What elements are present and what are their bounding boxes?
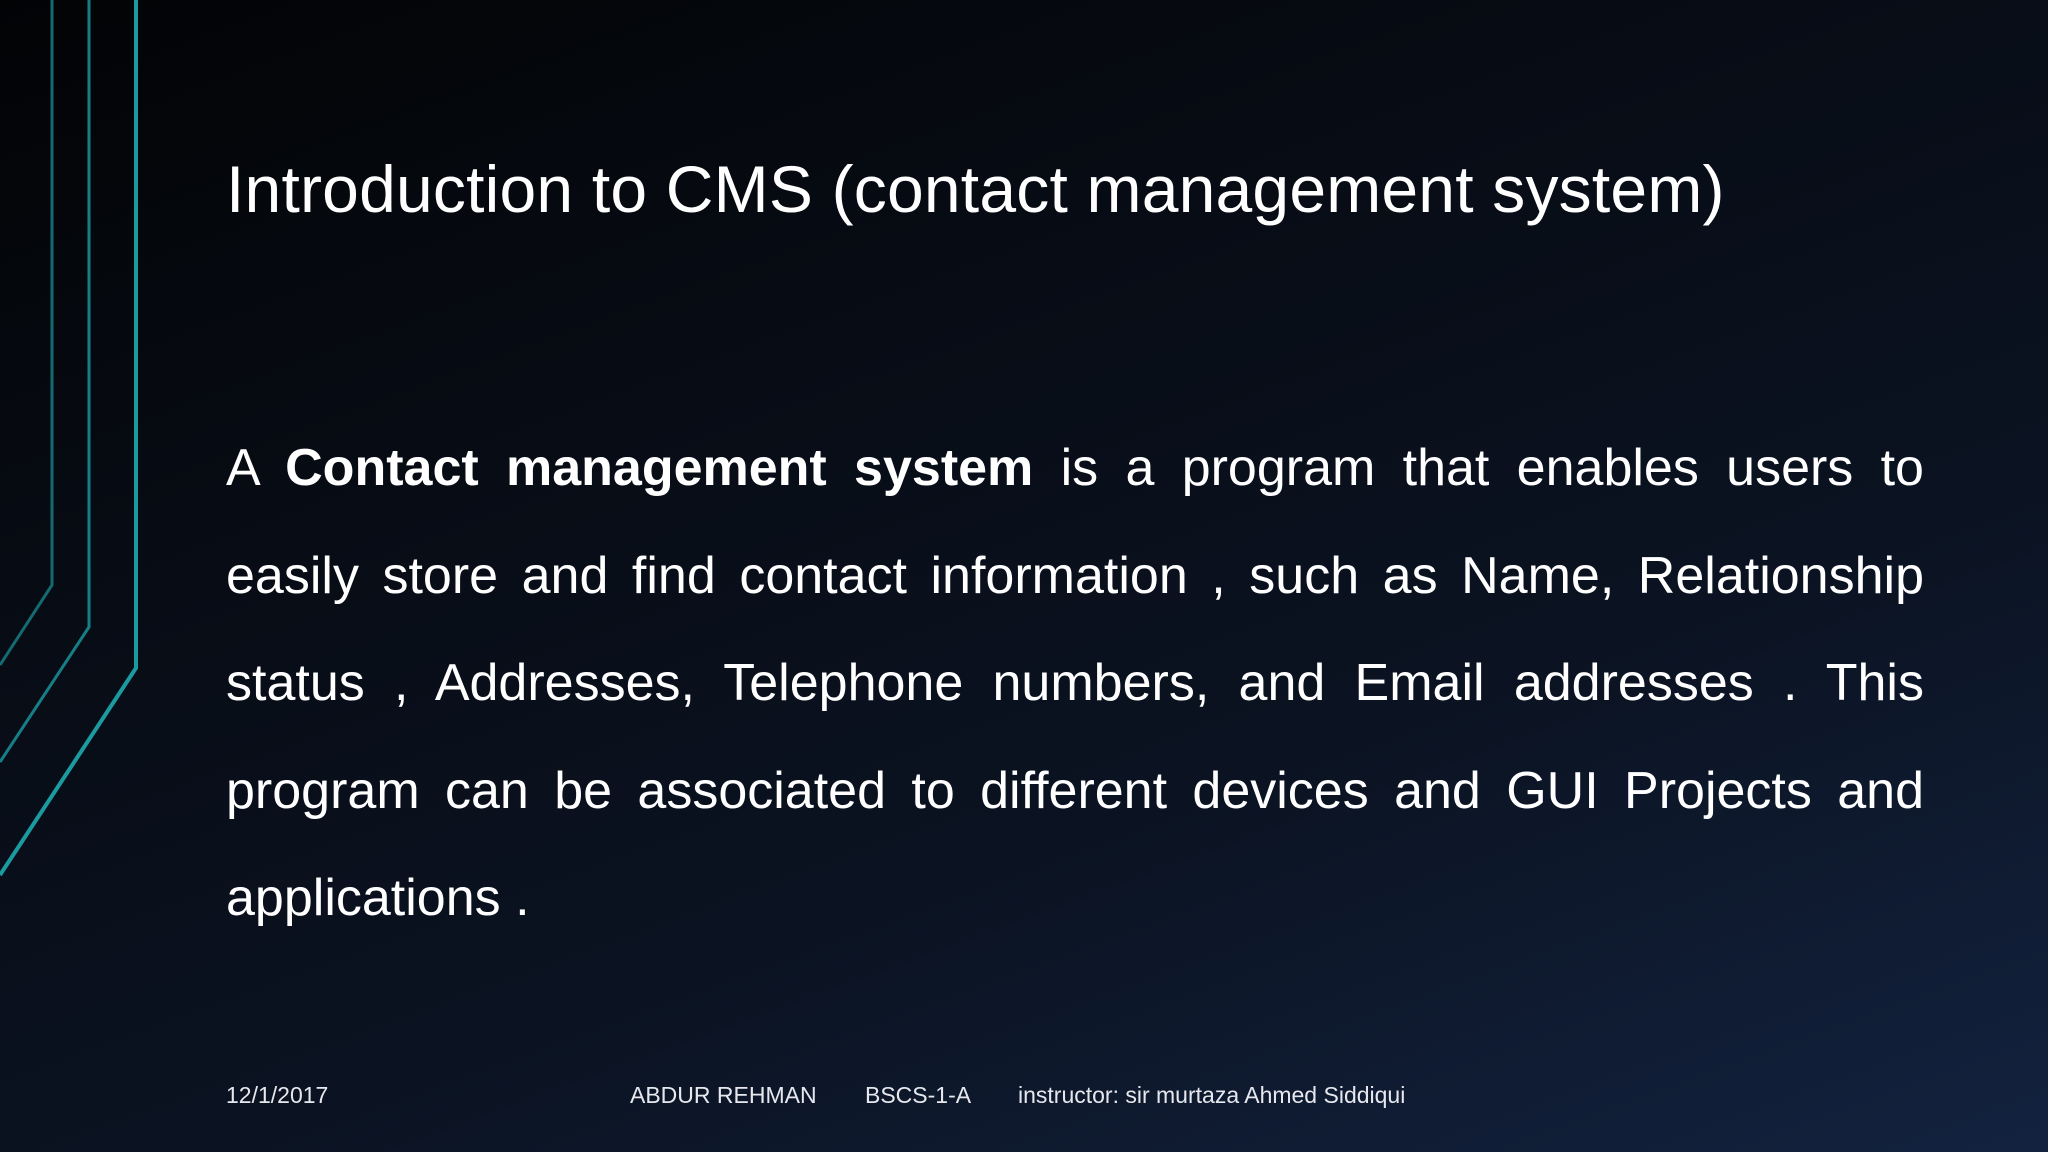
footer-instructor: instructor: sir murtaza Ahmed Siddiqui <box>1018 1082 1406 1108</box>
footer-class: BSCS-1-A <box>865 1082 972 1108</box>
decorative-lines <box>0 0 160 900</box>
body-text: is a program that enables users to easily store and find contact information , such as Name, Relationship status , Addresses, Telephone numbers, and Email addresses . This program can be associated to different devices and GUI Projects and applications . <box>226 439 1924 927</box>
accent-line-middle <box>0 0 89 762</box>
accent-line-inner <box>0 0 52 665</box>
slide-title: Introduction to CMS (contact management system) <box>226 152 1725 226</box>
body-intro: A <box>226 439 286 497</box>
footer-author: ABDUR REHMAN <box>630 1082 817 1108</box>
accent-line-outer <box>0 0 136 875</box>
slide-body <box>226 415 1924 953</box>
footer-date: 12/1/2017 <box>226 1082 329 1108</box>
body-term: Contact management system <box>285 439 1034 497</box>
